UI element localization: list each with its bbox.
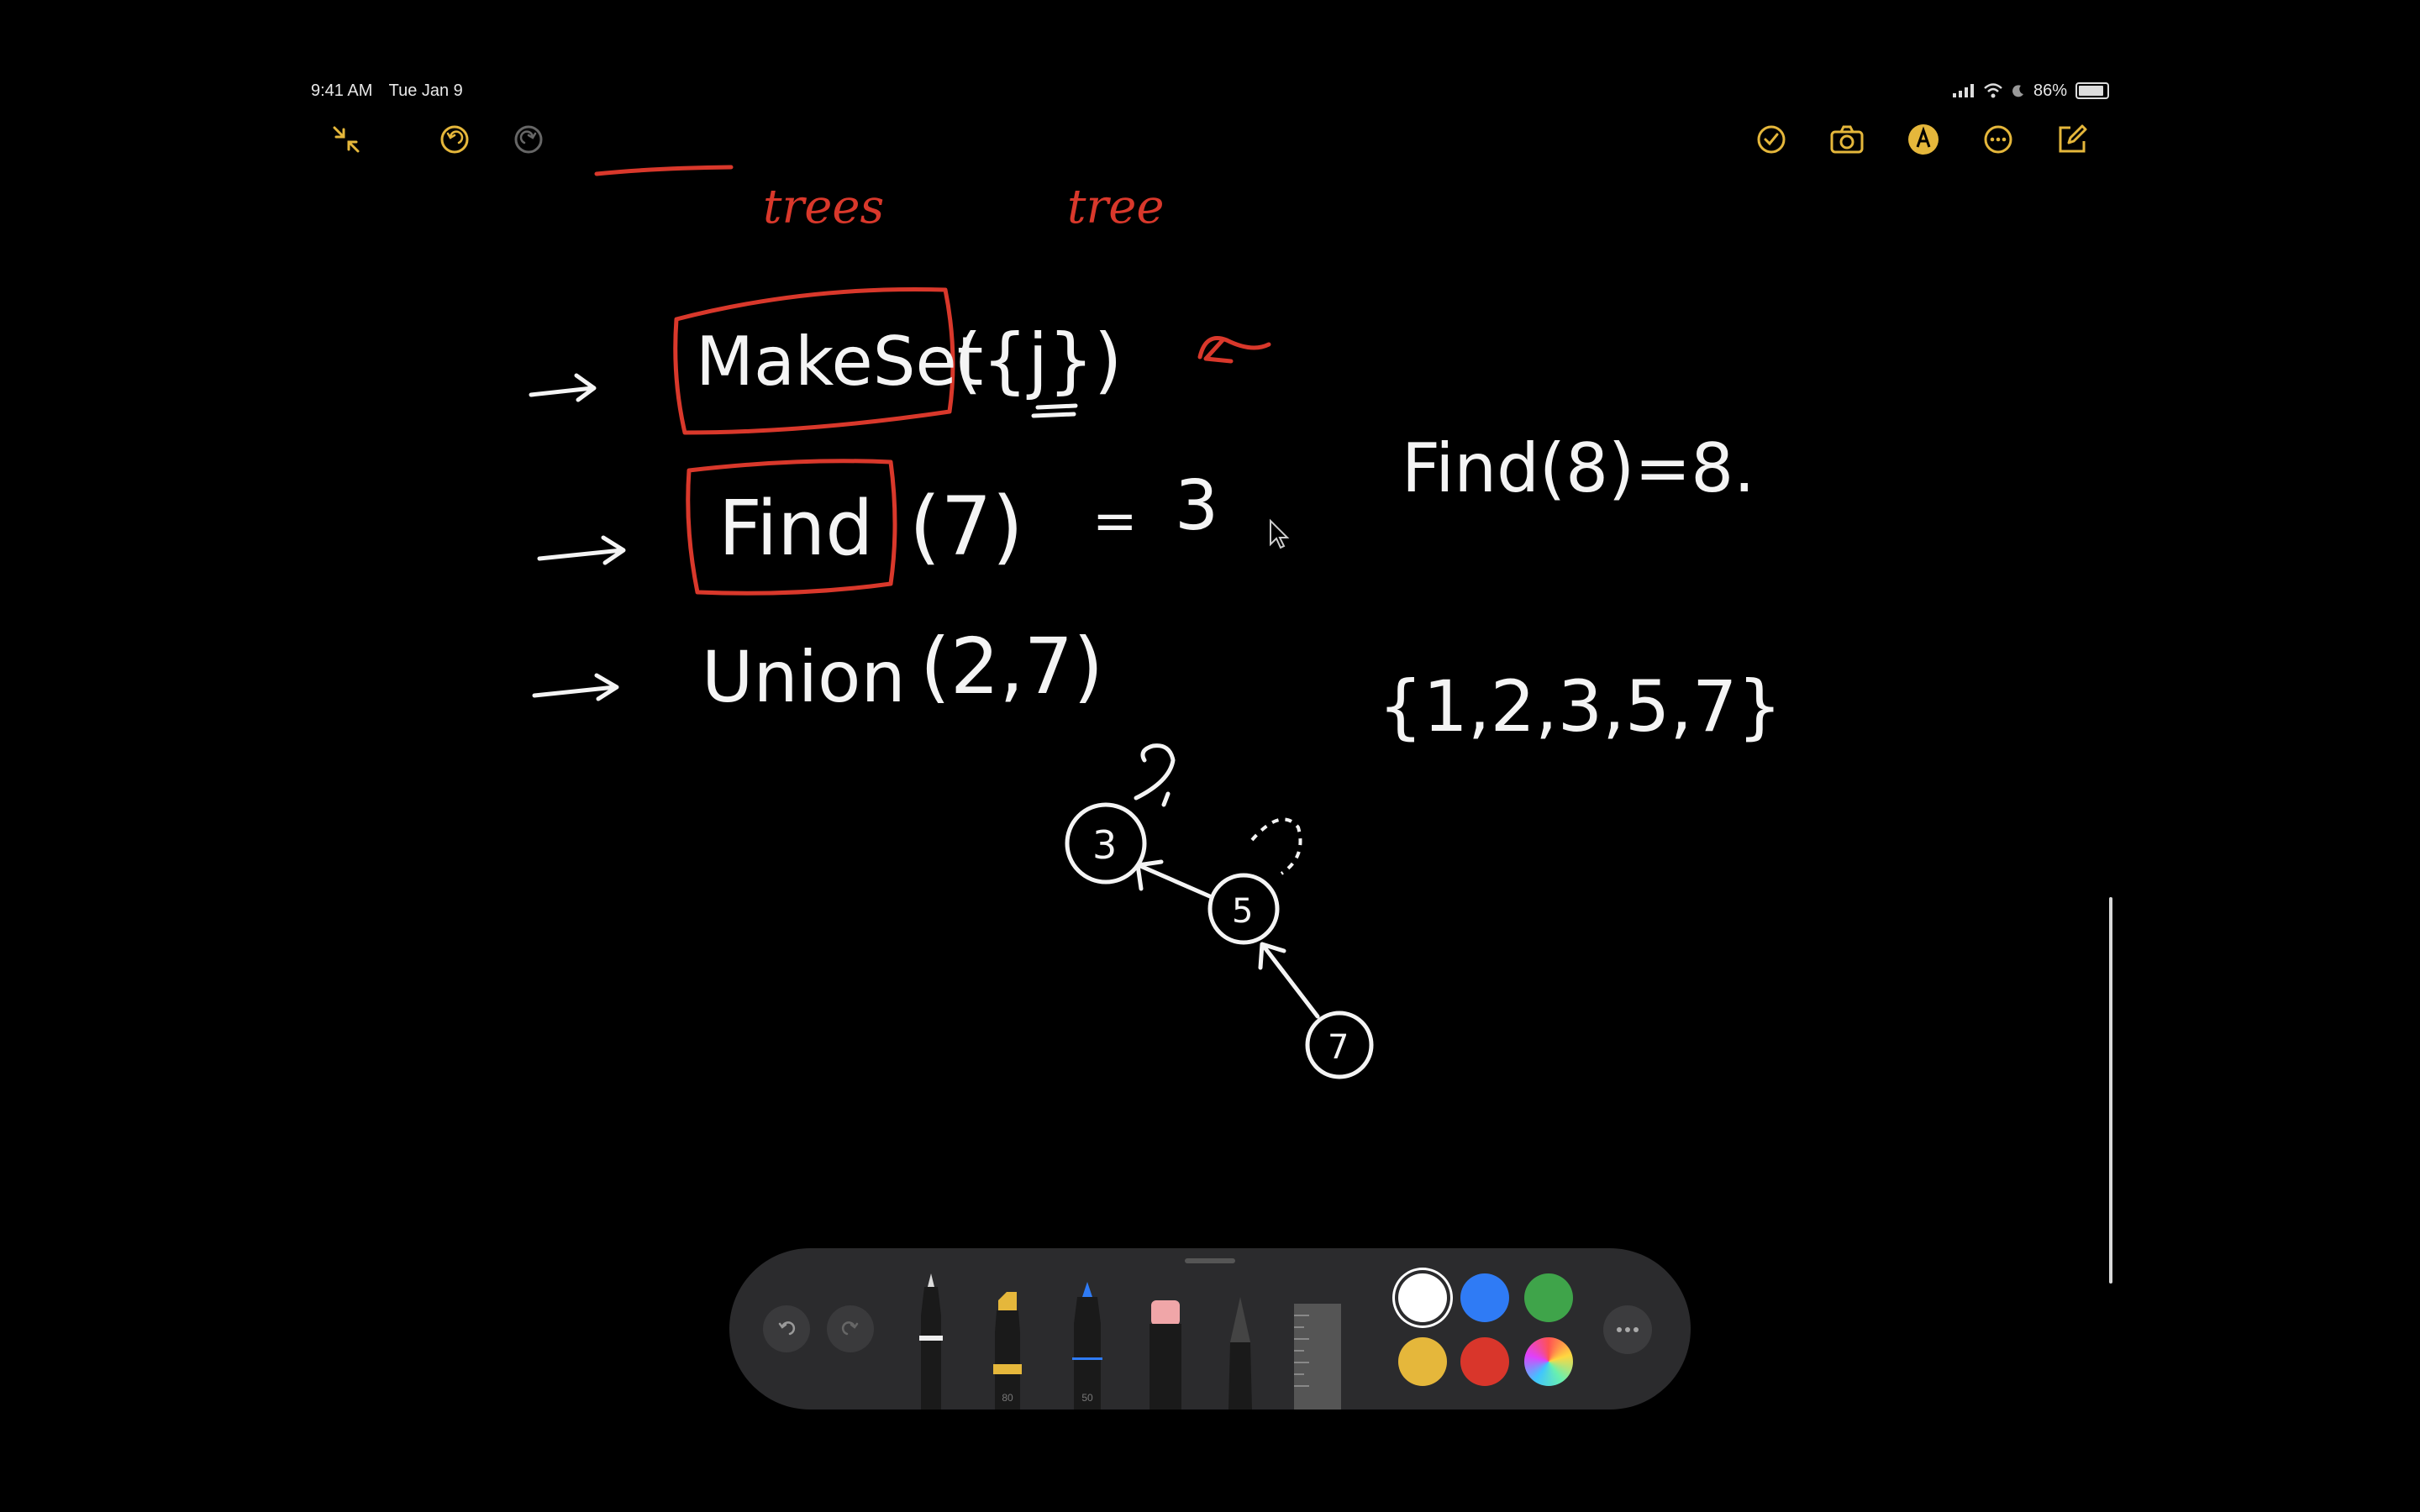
highlighter-size: 80 bbox=[1002, 1392, 1013, 1404]
status-time: 9:41 AM bbox=[311, 81, 373, 100]
find-label: Find bbox=[718, 485, 874, 573]
color-blue[interactable] bbox=[1460, 1273, 1509, 1322]
union-label: Union bbox=[702, 636, 906, 718]
battery-percent: 86% bbox=[2033, 81, 2067, 100]
makeset-underline bbox=[1034, 406, 1076, 416]
marker-tool[interactable] bbox=[1072, 1282, 1102, 1410]
makeset-arg: ({j}) bbox=[954, 318, 1123, 402]
tree-node-3-label: 3 bbox=[1092, 822, 1118, 868]
makeset-label: MakeSet bbox=[696, 323, 984, 401]
marker-size: 50 bbox=[1081, 1392, 1093, 1404]
union-arg: (2,7) bbox=[920, 622, 1104, 711]
vertical-scrollbar[interactable] bbox=[2109, 897, 2112, 1284]
tree-node-5-label: 5 bbox=[1232, 892, 1254, 931]
self-loop-3 bbox=[1136, 746, 1173, 805]
annotation-tree: tree bbox=[1067, 180, 1165, 234]
bullet-arrow-1 bbox=[531, 375, 594, 400]
red-underline-stroke bbox=[597, 167, 731, 174]
color-picker-multicolor[interactable] bbox=[1524, 1337, 1573, 1386]
ruler-tool[interactable] bbox=[1294, 1304, 1341, 1410]
tool-palette bbox=[729, 1248, 1691, 1410]
pen-tool[interactable] bbox=[919, 1273, 943, 1410]
find8-note: Find(8)=8. bbox=[1402, 429, 1755, 507]
cursor-icon bbox=[1270, 521, 1287, 548]
annotation-trees: trees bbox=[763, 180, 885, 234]
edge-5-to-3 bbox=[1138, 862, 1212, 897]
color-yellow[interactable] bbox=[1398, 1337, 1447, 1386]
ellipsis-icon bbox=[1615, 1326, 1640, 1334]
color-red[interactable] bbox=[1460, 1337, 1509, 1386]
color-green[interactable] bbox=[1524, 1273, 1573, 1322]
pencil-tool[interactable] bbox=[1228, 1297, 1252, 1410]
highlighter-tool[interactable] bbox=[993, 1292, 1022, 1410]
find-result: 3 bbox=[1175, 466, 1219, 546]
bullet-arrow-3 bbox=[534, 675, 617, 699]
self-loop-5-dashed bbox=[1252, 819, 1301, 874]
tree-diagram bbox=[1067, 746, 1371, 1077]
tree-node-7-label: 7 bbox=[1328, 1028, 1349, 1067]
set-note: {1,2,3,5,7} bbox=[1378, 665, 1782, 748]
eraser-tool[interactable] bbox=[1150, 1300, 1181, 1410]
red-arrow-mark bbox=[1200, 339, 1269, 362]
edge-7-to-5 bbox=[1260, 944, 1318, 1016]
find-arg: (7) bbox=[909, 480, 1023, 574]
color-white[interactable] bbox=[1398, 1273, 1447, 1322]
palette-more-button[interactable] bbox=[1603, 1305, 1652, 1354]
find-equals: = bbox=[1092, 491, 1138, 553]
bullet-arrow-2 bbox=[539, 538, 623, 563]
status-date: Tue Jan 9 bbox=[388, 81, 463, 100]
